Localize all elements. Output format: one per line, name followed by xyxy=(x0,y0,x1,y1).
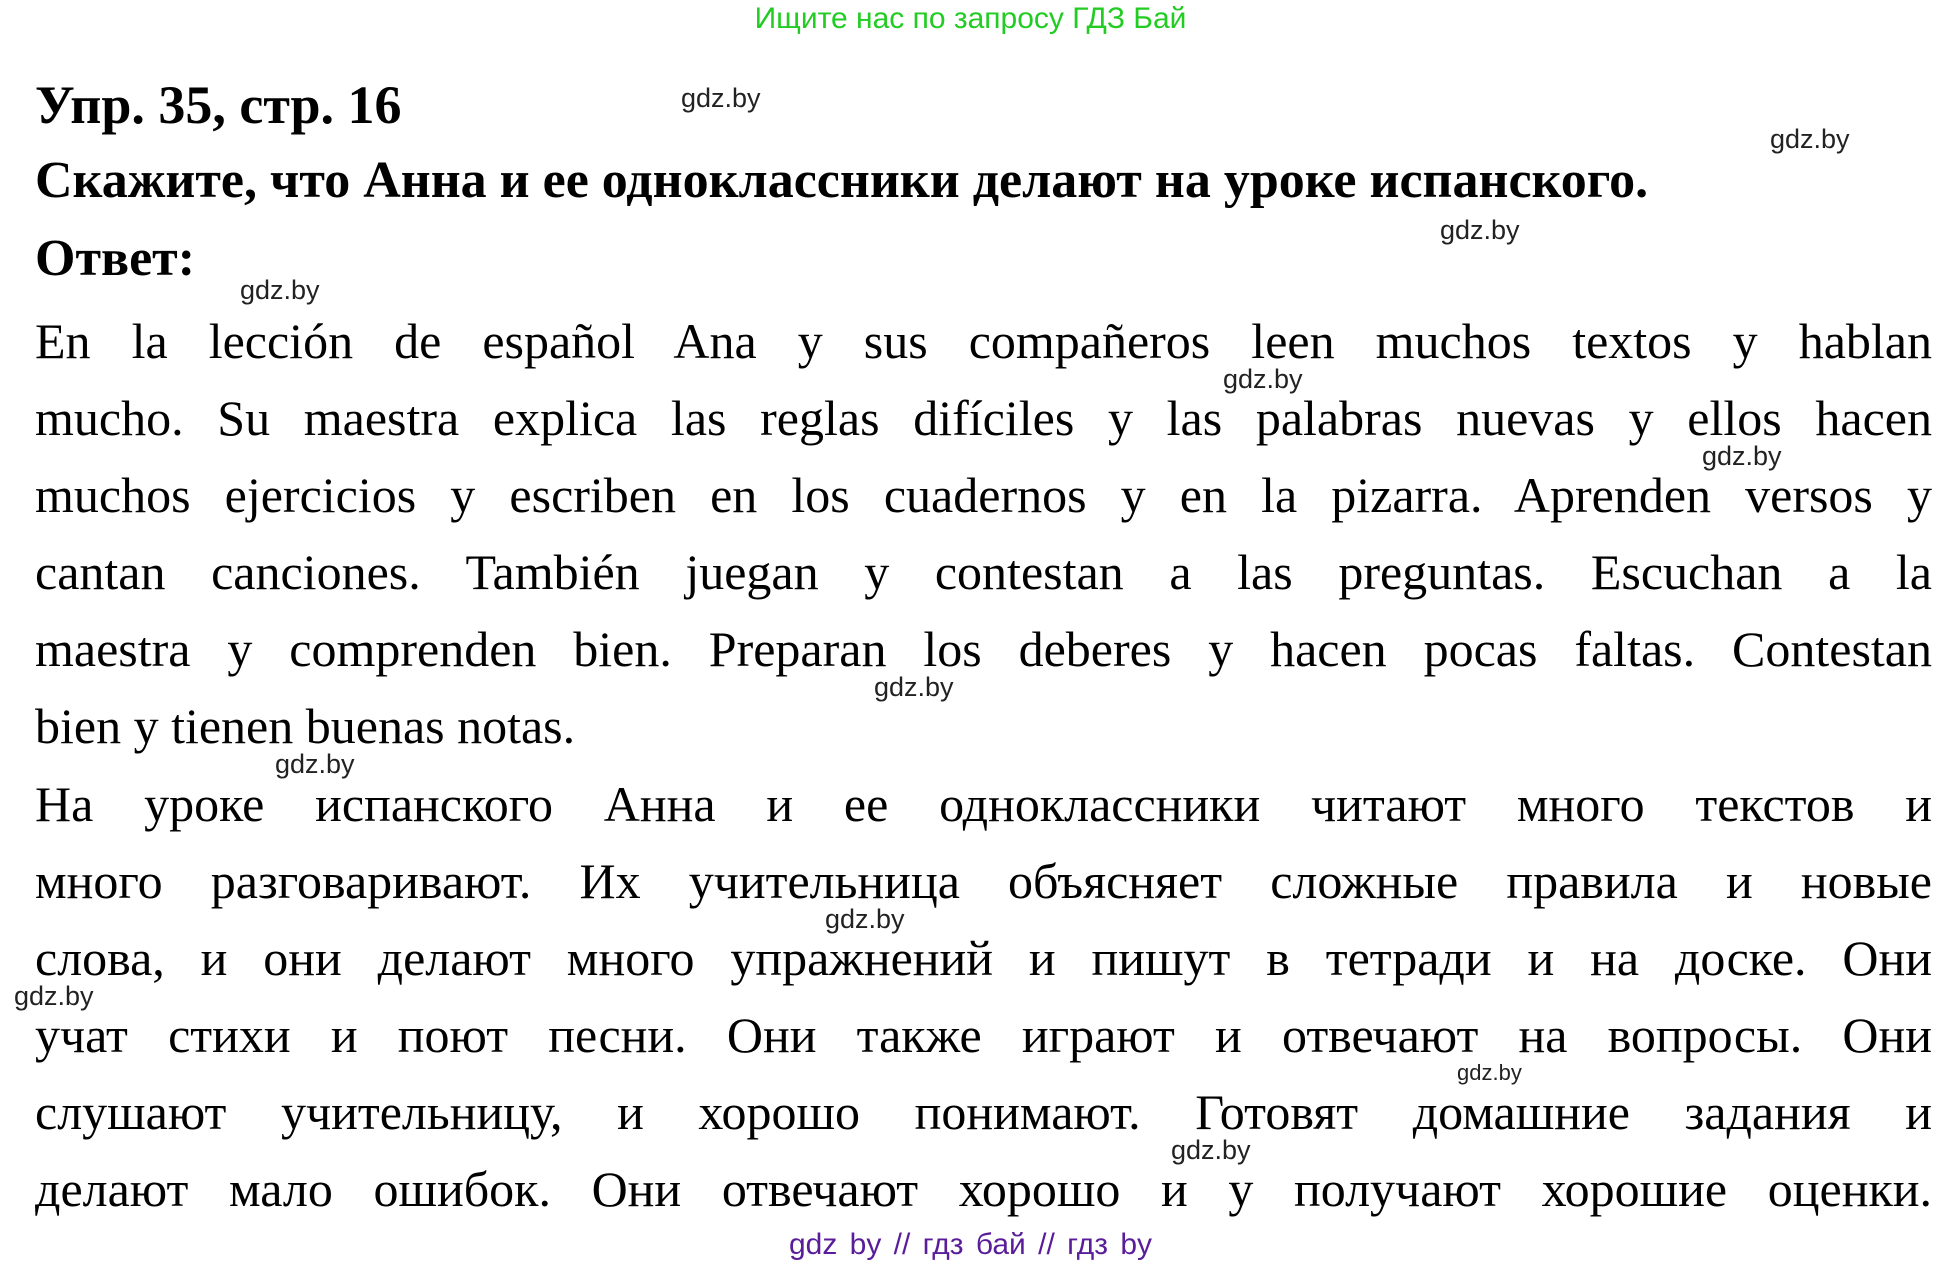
watermark: gdz.by xyxy=(275,749,355,779)
russian-line: делают мало ошибок. Они отвечают хорошо и у получают хорошие оценки. xyxy=(35,1161,1932,1217)
footer-watermark: gdz by // гдз бай // гдз by xyxy=(788,1228,1153,1261)
russian-line: На уроке испанского Анна и ее одноклассники читают много текстов и xyxy=(35,776,1932,832)
watermark: gdz.by xyxy=(1171,1135,1251,1165)
answer-label: Ответ: xyxy=(35,230,196,287)
russian-line: слушают учительницу, и хорошо понимают. Готовят домашние задания и xyxy=(35,1084,1932,1140)
russian-line: учат стихи и поют песни. Они также играют и отвечают на вопросы. Они xyxy=(35,1007,1932,1063)
watermark: gdz.by xyxy=(240,275,320,305)
watermark: gdz.by xyxy=(1223,364,1303,394)
spanish-line: cantan canciones. También juegan y contestan a las preguntas. Escuchan a la xyxy=(35,544,1932,600)
watermark: gdz.by xyxy=(874,672,954,702)
watermark: gdz.by xyxy=(1702,441,1782,471)
russian-line: много разговаривают. Их учительница объясняет сложные правила и новые xyxy=(35,853,1932,909)
spanish-line: En la lección de español Ana y sus compañeros leen muchos textos y hablan xyxy=(35,313,1932,369)
watermark: gdz.by xyxy=(1440,215,1520,245)
russian-line: слова, и они делают много упражнений и пишут в тетради и на доске. Они xyxy=(35,930,1932,986)
watermark: gdz.by xyxy=(1457,1060,1522,1085)
watermark: gdz.by xyxy=(681,83,761,113)
task-text: Скажите, что Анна и ее одноклассники делают на уроке испанского. xyxy=(35,152,1649,209)
spanish-line: muchos ejercicios y escriben en los cuadernos y en la pizarra. Aprenden versos y xyxy=(35,467,1932,523)
spanish-line: mucho. Su maestra explica las reglas difíciles y las palabras nuevas y ellos hacen xyxy=(35,390,1932,446)
watermark: gdz.by xyxy=(825,904,905,934)
spanish-line: maestra y comprenden bien. Preparan los deberes y hacen pocas faltas. Contestan xyxy=(35,621,1932,677)
search-banner: Ищите нас по запросу ГДЗ Бай xyxy=(754,2,1187,35)
watermark: gdz.by xyxy=(1770,124,1850,154)
exercise-title: Упр. 35, стр. 16 xyxy=(35,75,402,135)
watermark: gdz.by xyxy=(14,981,94,1011)
spanish-line: bien y tienen buenas notas. xyxy=(35,698,576,754)
